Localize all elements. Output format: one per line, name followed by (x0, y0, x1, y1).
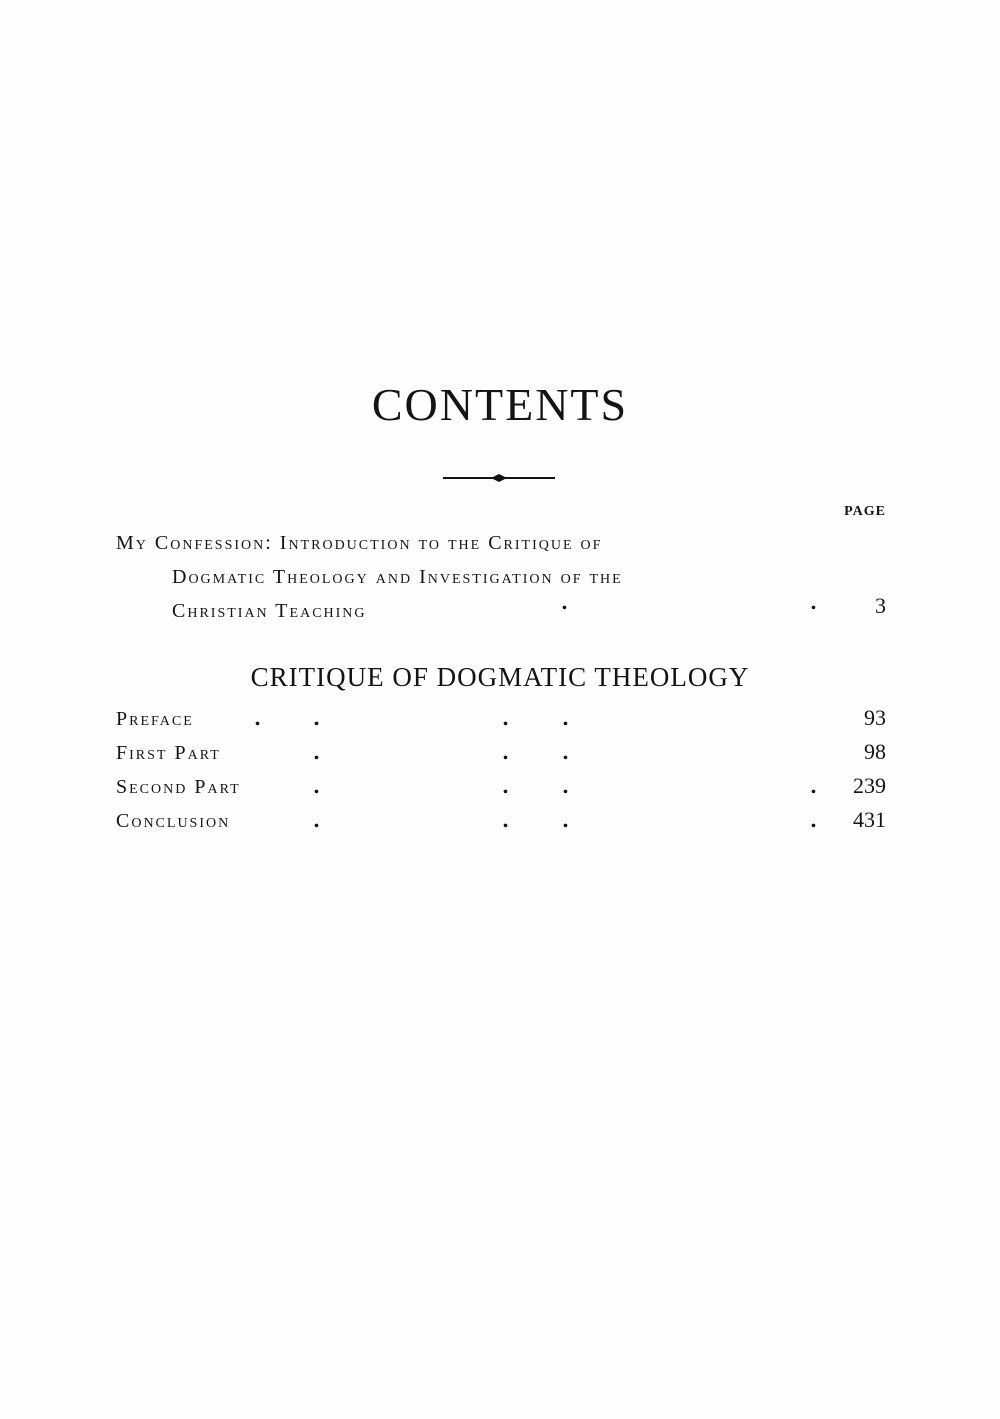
toc-row[interactable] (116, 807, 886, 844)
leader-dot: . (562, 706, 569, 730)
page-number: 239 (853, 773, 886, 798)
leader-dot: . (810, 808, 817, 832)
toc-entry-confession[interactable] (116, 526, 886, 628)
entry-line: Christian Teaching (172, 600, 367, 622)
page-number: 93 (864, 705, 886, 730)
entry-line: Dogmatic Theology and Investigation of the (172, 566, 623, 588)
leader-dot: . (562, 740, 569, 764)
toc-row-label: Second Part (116, 776, 241, 798)
leader-dot: . (313, 740, 320, 764)
leader-dot: . (502, 808, 509, 832)
toc-row-label: Conclusion (116, 810, 231, 832)
leader-dot: . (502, 706, 509, 730)
leader-dot: . (561, 590, 568, 614)
leader-dot: . (810, 774, 817, 798)
page-number: 431 (853, 807, 886, 832)
leader-dot: . (562, 808, 569, 832)
page-column-label: PAGE (844, 504, 886, 519)
leader-dot: . (502, 774, 509, 798)
page-number: 3 (875, 593, 886, 618)
toc-row[interactable] (116, 705, 886, 742)
leader-dot: . (313, 808, 320, 832)
leader-dot: . (562, 774, 569, 798)
toc-row[interactable] (116, 739, 886, 776)
leader-dot: . (313, 706, 320, 730)
leader-dot: . (313, 774, 320, 798)
toc-row-label: Preface (116, 708, 194, 730)
leader-dot: . (254, 706, 261, 730)
leader-dot: . (810, 590, 817, 614)
page-title: CONTENTS (371, 379, 629, 430)
divider-ornament-icon (443, 472, 555, 484)
section-heading: CRITIQUE OF DOGMATIC THEOLOGY (250, 662, 750, 692)
leader-dot: . (502, 740, 509, 764)
toc-row-label: First Part (116, 742, 221, 764)
entry-line: My Confession: Introduction to the Critique of (116, 532, 603, 554)
toc-row[interactable] (116, 773, 886, 810)
page-number: 98 (864, 739, 886, 764)
